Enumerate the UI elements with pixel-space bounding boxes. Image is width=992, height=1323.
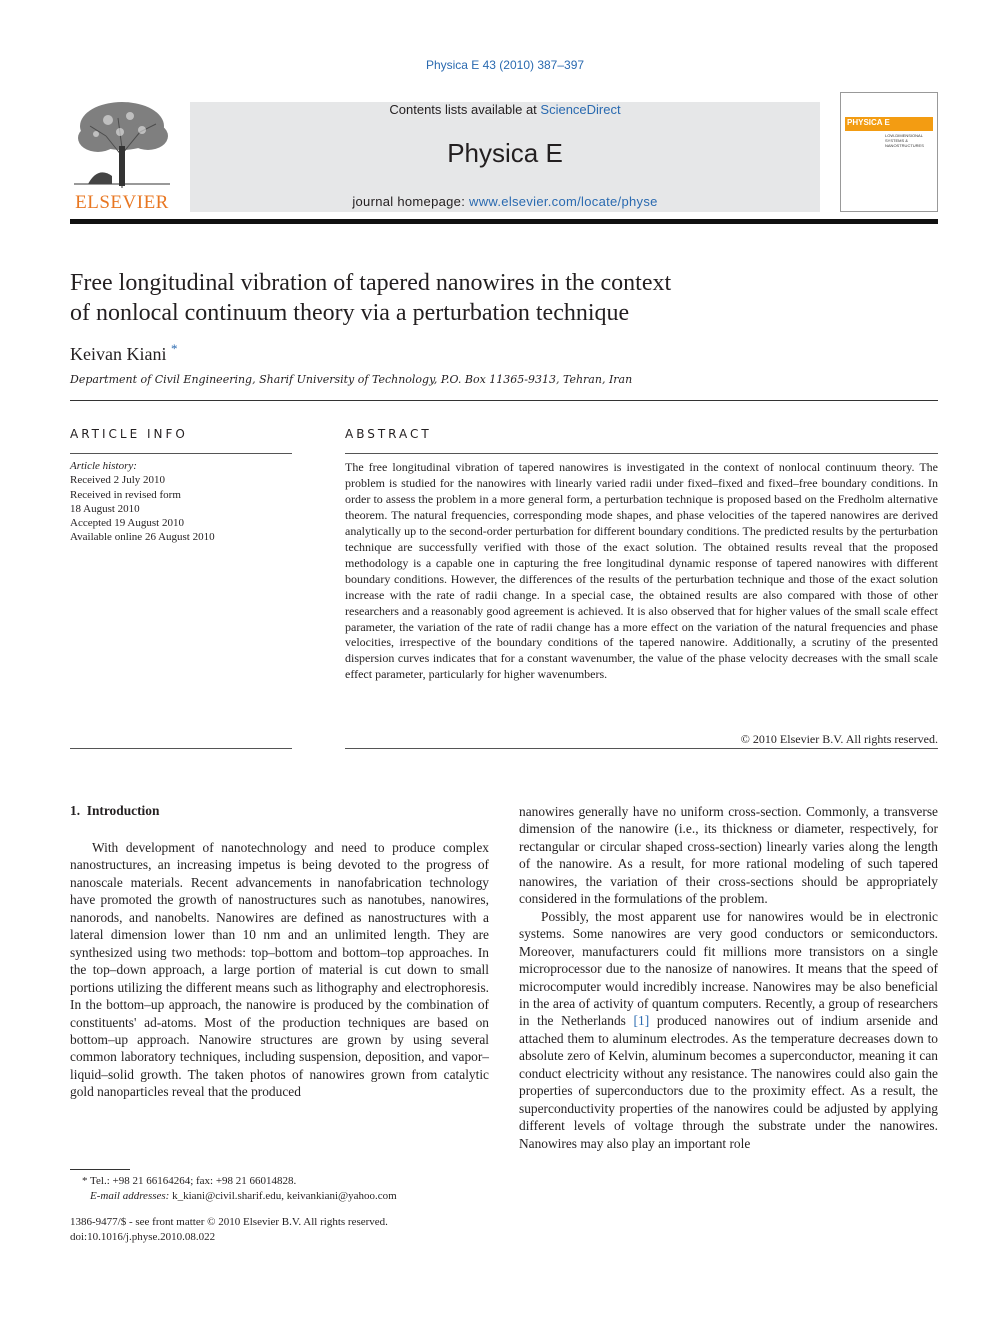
- copyright-notice: © 2010 Elsevier B.V. All rights reserved.: [740, 732, 938, 746]
- journal-citation[interactable]: Physica E 43 (2010) 387–397: [425, 58, 585, 72]
- body-column-right: [519, 803, 938, 1152]
- abstract-text: The free longitudinal vibration of tapered nanowires is investigated in the context of nonlocal continuum theory. The problem is studied for the nanowires with linearly varied radii under fixed–fixed and fixed–free boundary conditions. In order to assess the problem in a more general form, a perturbation technique is proposed based on the Fredholm alternative theorem. The natural frequencies, corresponding mode shapes, and phase velocities of the tapered nanowires are derived analytically up to the second-order perturbation for different boundary conditions. The predicted results by the perturbation technique are successfully verified with those of the exact solution. The obtained results reveal that the proposed methodology is a capable one in capturing the free longitudinal dynamic response of tapered nanowires with different boundary conditions. However, the differences of the results of the perturbation technique and those of the exact solution increase with the rate of radii change. In a special case, the obtained results are also compared with those of other researchers and a reasonably good agreement is achieved. It is also observed that for higher values of the small scale effect parameter, the variation of the rate of radii change has a more effect on the variation of the natural frequencies and phase velocities, irrespective of the boundary conditions of the tapered nanowire. Additionally, a scrutiny of the presented dispersion curves indicates that for a constant wavenumber, the value of the phase velocity decreases with the small scale effect parameter, particularly for higher wavenumbers.: [345, 460, 938, 682]
- journal-cover-thumbnail: [840, 92, 938, 212]
- article-info-rule-top: [70, 453, 292, 454]
- reference-link[interactable]: [1]: [633, 1013, 650, 1029]
- doi-line[interactable]: doi:10.1016/j.physe.2010.08.022: [70, 1231, 216, 1243]
- issn-line: 1386-9477/$ - see front matter © 2010 Elsevier B.V. All rights reserved.: [70, 1216, 388, 1228]
- paragraph: With development of nanotechnology and need to produce complex nanostructures, an increasing impetus is being devoted to the progress of nanoscale materials. Recent advancements in nanofabrication technology have promoted the growth of nanostructures such as nanotubes, nanowires, nanorods, and nanobelts. Nanowires are defined as nanostructures with a lateral dimension lower than 10 nm and an unlimited length. They are synthesized using two methods: top–bottom and bottom–top approaches. In the top–down approach, a large portion of material is cut down to small portions utilizing the different means such as lithography and electrophoresis. In the bottom–up approach, the nanowire is produced by the combination of constituents' ad-atoms. Most of the production techniques are based on bottom–up approach. Nanowire structures are grown by using several common laboratory techniques, including suspension, deposition, and vapor–liquid–solid growth. The taken photos of nanowires grown from catalytic gold nanoparticles reveal that the produced: [70, 840, 489, 1100]
- abstract-heading: ABSTRACT: [345, 427, 432, 441]
- footnote-rule: [70, 1169, 130, 1170]
- contents-prefix: Contents lists available at: [389, 102, 541, 117]
- sciencedirect-link[interactable]: ScienceDirect: [540, 102, 621, 117]
- author: Keivan Kiani: [70, 344, 167, 364]
- contact-emails: [70, 1189, 397, 1204]
- author-name: [70, 341, 177, 365]
- article-info-heading: ARTICLE INFO: [70, 427, 188, 441]
- contact-phone-fax: * Tel.: +98 21 66164264; fax: +98 21 66014828.: [82, 1175, 297, 1187]
- title-rule: [70, 400, 938, 401]
- article-info-rule-bottom: [70, 748, 292, 749]
- history-item: Received in revised form: [70, 488, 181, 501]
- section-heading-introduction: 1. Introduction: [70, 803, 160, 818]
- homepage-prefix: journal homepage:: [352, 194, 470, 209]
- title-line-2: of nonlocal continuum theory via a perturbation technique: [70, 300, 630, 326]
- history-item: Received 2 July 2010: [70, 474, 166, 487]
- email-addresses[interactable]: k_kiani@civil.sharif.edu, keivankiani@yahoo.com: [169, 1190, 397, 1202]
- abstract-rule-bottom: [345, 748, 938, 749]
- journal-name: Physica E: [447, 138, 563, 168]
- abstract-rule-top: [345, 453, 938, 454]
- publisher-wordmark: ELSEVIER: [75, 192, 169, 213]
- cover-title: PHYSICA E: [847, 118, 890, 127]
- article-history: [70, 459, 215, 545]
- paragraph-text: produced nanowires out of indium arsenide and attached them to aluminum electrodes. As the temperature decreases down to absolute zero of Kelvin, aluminum becomes a superconductor, meaning it can conduct electricity without any resistance. The nanowires could also gain the properties of superconductors due to the proximity effect. As a result, the superconductivity properties of the nanowires could be adjusted by applying different levels of voltage through the substrate under the nanowires. Nanowires may also play an important role: [519, 1013, 938, 1151]
- history-item: 18 August 2010: [70, 502, 140, 515]
- contents-availability: [190, 102, 820, 117]
- author-footnote-mark[interactable]: *: [170, 341, 178, 356]
- history-item: Accepted 19 August 2010: [70, 517, 184, 530]
- paragraph-text: Possibly, the most apparent use for nanowires would be in electronic systems. Some nanowires are very good conductors or semiconductors. Moreover, manufacturers could fit millions more transistors on a single microprocessor due to the nanosize of nanowires. It means that the speed of microcomputer would incredibly increase. Nanowires may be also beneficial in the area of activity of quantum computers. Recently, a group of researchers in the Netherlands: [519, 908, 938, 1029]
- author-affiliation: Department of Civil Engineering, Sharif University of Technology, P.O. Box 11365-9313, Tehran, Iran: [70, 373, 633, 386]
- body-column-left: [70, 839, 489, 1101]
- title-line-1: Free longitudinal vibration of tapered nanowires in the context: [70, 270, 672, 296]
- paragraph: [519, 908, 938, 1152]
- homepage-link[interactable]: www.elsevier.com/locate/physe: [469, 194, 658, 209]
- header-rule: [70, 219, 938, 224]
- front-matter-info: [70, 1215, 388, 1245]
- journal-homepage: [190, 194, 820, 209]
- article-title: [70, 268, 830, 328]
- history-label: Article history:: [70, 460, 137, 472]
- email-label: E-mail addresses:: [90, 1190, 170, 1202]
- paragraph: nanowires generally have no uniform cross-section. Commonly, a transverse dimension of the nanowire (i.e., its thickness or diameter, respectively, for rectangular or circular shaped cross-section) linearly varies along the length of the nanowire. As a result, for more rational modeling of such tapered nanowires, the variation of their cross-sections should be appropriately considered in the formulations of the problem.: [519, 804, 938, 907]
- cover-subtitle: LOW-DIMENSIONAL SYSTEMS & NANOSTRUCTURES: [885, 133, 924, 148]
- author-footnote: [70, 1174, 397, 1204]
- history-item: Available online 26 August 2010: [70, 531, 215, 544]
